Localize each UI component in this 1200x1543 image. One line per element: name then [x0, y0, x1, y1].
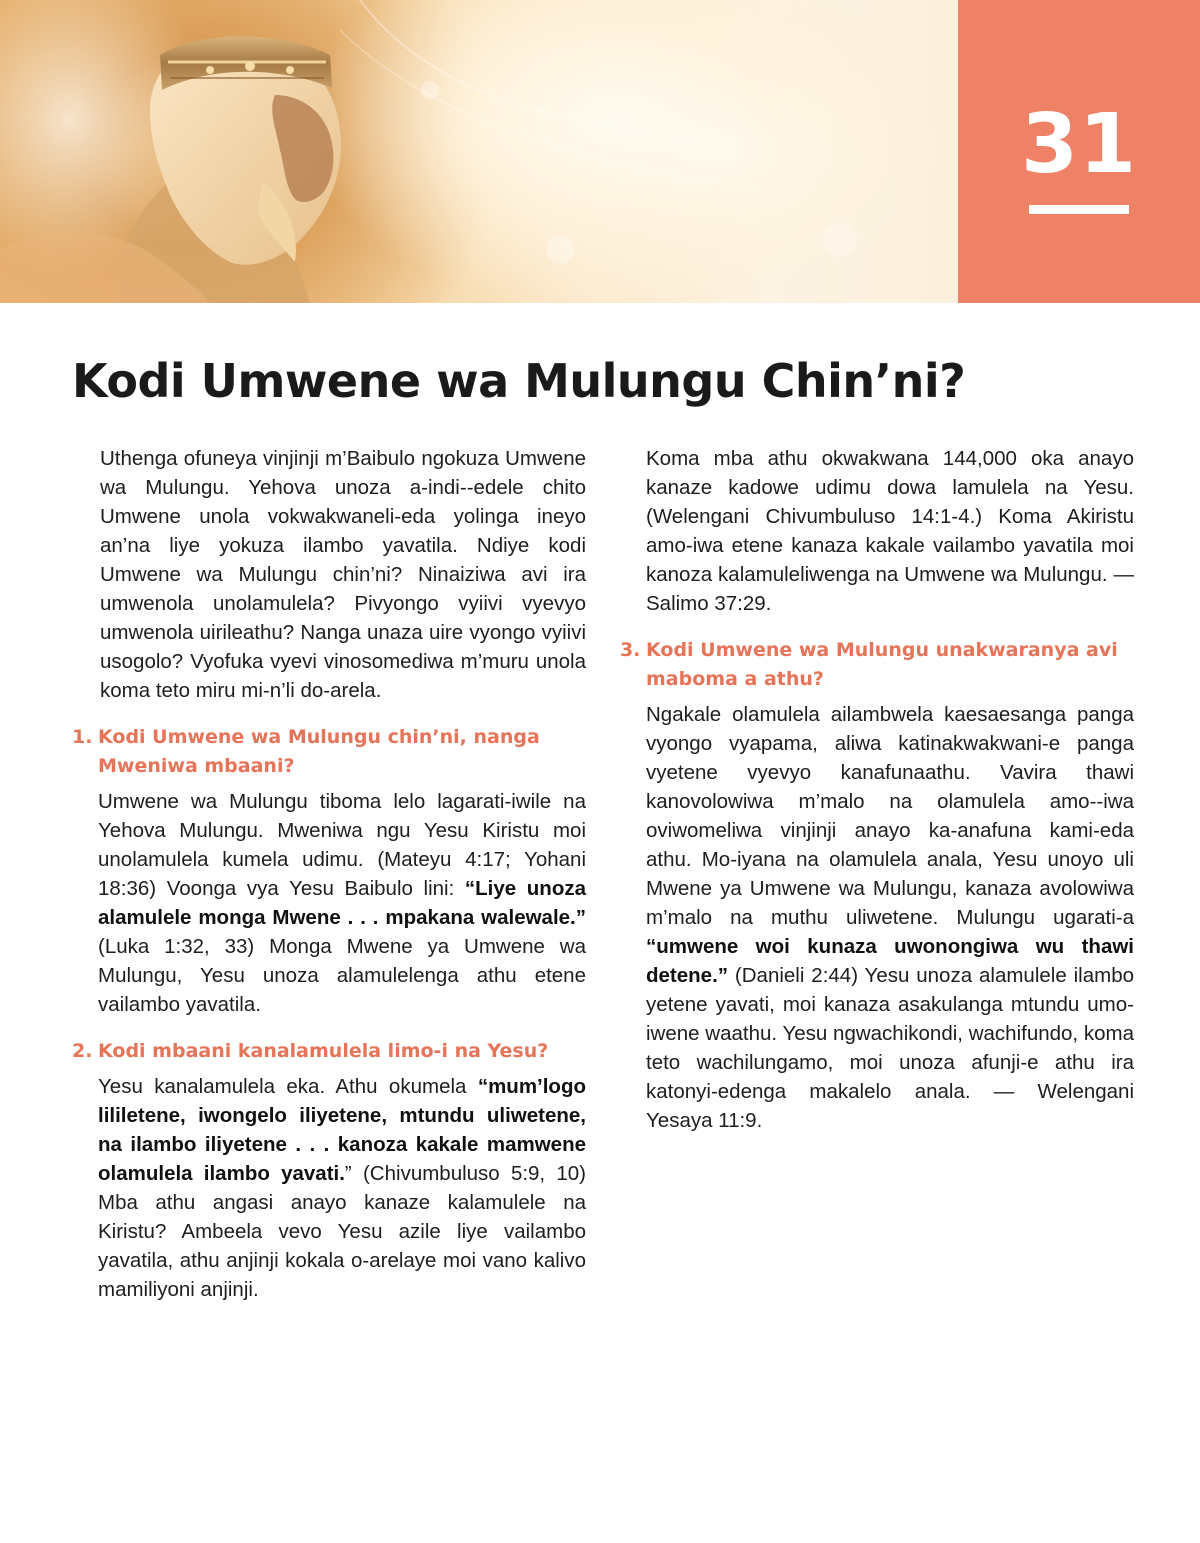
section-2-continued-paragraph: Koma mba athu okwakwana 144,000 oka anayo kanaze kadowe udimu dowa lamulela na Yesu. (Welengani Chivumbuluso 14:1-4.) Koma Akiristu amo-iwa etene kanaza kakale vailambo yavatila moi kanoza kalamuleliwenga na Umwene wa Mulungu. — Salimo 37:29. [646, 447, 1134, 615]
left-column [72, 444, 586, 1304]
section-2-heading [72, 1037, 586, 1066]
hero-image [0, 0, 958, 303]
section-3-question: Kodi Umwene wa Mulungu unakwaranya avi maboma a athu? [646, 639, 1118, 690]
lesson-number-underline [1029, 205, 1129, 214]
section-2-paragraph [72, 1072, 586, 1304]
section-1-question: Kodi Umwene wa Mulungu chin’ni, nanga Mweniwa mbaani? [98, 726, 540, 777]
section-1-text-a: Umwene wa Mulungu tiboma lelo lagarati-iwile na Yehova Mulungu. Mweniwa ngu Yesu Kiristu moi unolamulela kumela udimu. (Mateyu 4:17; Yohani 18:36) Voonga vya Yesu Baibulo lini: [98, 790, 586, 900]
section-2-text-a: Yesu kanalamulela eka. Athu okumela [98, 1075, 478, 1098]
right-column [620, 444, 1134, 1135]
section-1-quote: “Liye unoza alamulele monga Mwene . . . mpakana walewale.” [98, 877, 586, 929]
section-3-text-a: Ngakale olamulela ailambwela kaesaesanga panga vyongo vyapama, aliwa katinakwakwani-e panga vyetene vyevyo kanafunaathu. Vavira thawi kanovolowiwa m’malo na olamulela amo--iwa oviwomeliwa vinjinji anayo ka-anafuna kami-eda athu. Mo-iyana na olamulela anala, Yesu unoyo uli Mwene ya Umwene wa Mulungu, kanaza avolowiwa m’malo na muthu uliwetene. Mulungu ugarati-a [646, 703, 1134, 929]
section-3-heading [620, 636, 1134, 694]
section-2-text-b: ” (Chivumbuluso 5:9, 10) Mba athu angasi anayo kanaze kalamulele na Kiristu? Ambeela vevo Yesu azile liye vailambo yavatila, athu anjinji kokala o-arelaye moi vano kalivo mamiliyoni anjinji. [98, 1162, 586, 1301]
section-3-text-b: (Danieli 2:44) Yesu unoza alamulele ilambo yetene yavati, moi kanaza asakulanga mtundu umo-iwene waathu. Yesu ngwachikondi, wachifundo, koma teto wachilungamo, moi unoza afunji-e athu ira katonyi-edenga makalelo anala. — Welengani Yesaya 11:9. [646, 964, 1134, 1132]
section-1-text-b: (Luka 1:32, 33) Monga Mwene ya Umwene wa Mulungu, Yesu unoza alamulelenga athu etene vailambo yavatila. [98, 935, 586, 1016]
page-title: Kodi Umwene wa Mulungu Chin’ni? [72, 354, 966, 408]
section-3-paragraph [620, 700, 1134, 1135]
section-1-number: 1. [72, 726, 93, 748]
section-1-paragraph [72, 787, 586, 1019]
king-illustration [0, 0, 958, 303]
section-2-question: Kodi mbaani kanalamulela limo-i na Yesu? [98, 1040, 549, 1062]
section-2-number: 2. [72, 1040, 93, 1062]
lesson-number-badge [958, 0, 1200, 303]
section-1-heading [72, 723, 586, 781]
section-2-quote: “mum’logo lililetene, iwongelo iliyetene, mtundu uliwetene, na ilambo iliyetene . . . kanoza kakale mamwene olamulela ilambo yavati. [98, 1075, 586, 1185]
intro-paragraph: Uthenga ofuneya vinjinji m’Baibulo ngokuza Umwene wa Mulungu. Yehova unoza a-indi--edele chito Umwene unola vokwakwaneli-eda yolinga ineyo an’na liye yokuza ilambo yavatila. Ndiye kodi Umwene wa Mulungu chin’ni? Ninaiziwa avi ira umwenola unolamulela? Pivyongo vyiivi vyevyo umwenola uirileathu? Nanga unaza uire vyongo vyiivi usogolo? Vyofuka vyevi vinosomediwa m’muru unola koma teto miru mi-n’li do-arela. [100, 447, 586, 702]
section-3-number: 3. [620, 639, 641, 661]
section-3-quote: “umwene woi kunaza uwonongiwa wu thawi detene.” [646, 935, 1134, 987]
lesson-number: 31 [1020, 97, 1138, 192]
